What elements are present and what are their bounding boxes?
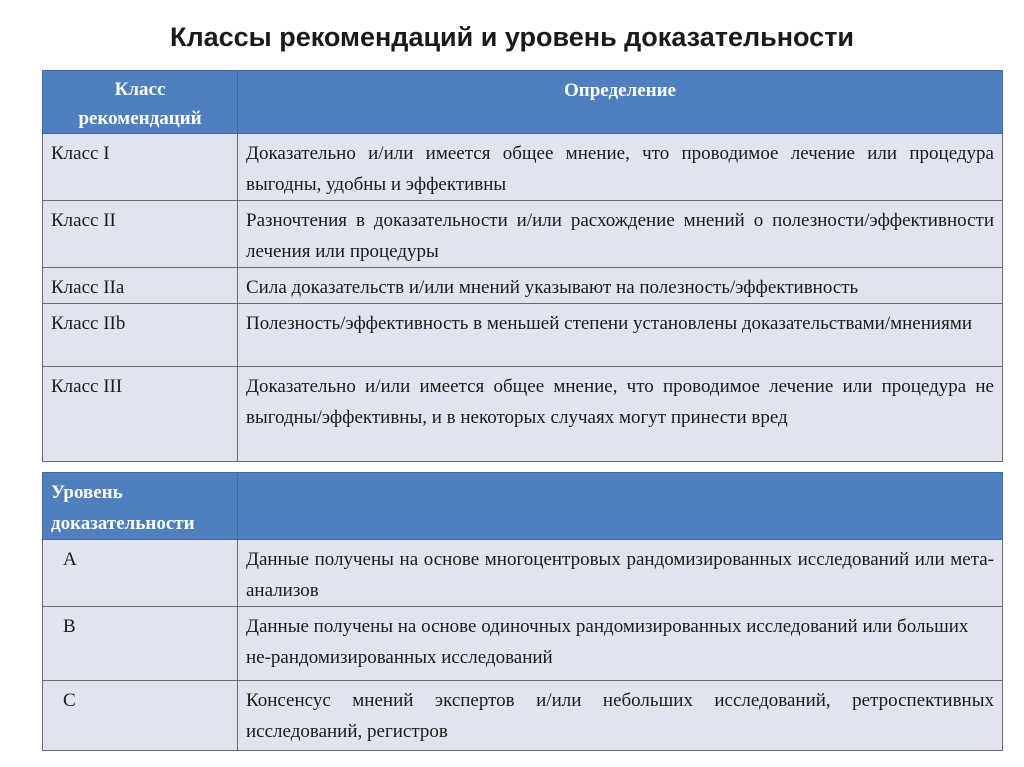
table-row <box>43 540 1003 607</box>
level-definition: Данные получены на основе одиночных рандомизированных исследований или больших не-рандомизированных исследований <box>238 607 1003 681</box>
level-label: C <box>43 681 238 751</box>
header-class: Класс рекомендаций <box>43 71 238 134</box>
header-definition: Определение <box>238 71 1003 134</box>
table-header-row <box>43 473 1003 540</box>
table-row <box>43 134 1003 201</box>
class-definition: Доказательно и/или имеется общее мнение, что проводимое лечение или процедура не выгодны/эффективны, и в некоторых случаях могут принести вред <box>238 367 1003 462</box>
class-definition: Полезность/эффективность в меньшей степени установлены доказательствами/мнениями <box>238 304 1003 367</box>
class-label: Класс IIb <box>43 304 238 367</box>
recommendation-classes-table <box>42 70 1003 462</box>
level-definition: Данные получены на основе многоцентровых рандомизированных исследований или мета-анализов <box>238 540 1003 607</box>
class-label: Класс II <box>43 201 238 268</box>
level-label: B <box>43 607 238 681</box>
table-header-row <box>43 71 1003 134</box>
class-label: Класс III <box>43 367 238 462</box>
table-row <box>43 268 1003 304</box>
level-definition: Консенсус мнений экспертов и/или небольших исследований, ретроспективных исследований, регистров <box>238 681 1003 751</box>
table-row <box>43 201 1003 268</box>
level-label: A <box>43 540 238 607</box>
page-title: Классы рекомендаций и уровень доказательности <box>169 22 855 52</box>
class-label: Класс I <box>43 134 238 201</box>
class-definition: Доказательно и/или имеется общее мнение, что проводимое лечение или процедура выгодны, удобны и эффективны <box>238 134 1003 201</box>
evidence-levels-table <box>42 472 1003 751</box>
header-evidence-level: Уровень доказательности <box>43 473 238 540</box>
header-empty <box>238 473 1003 540</box>
table-row <box>43 367 1003 462</box>
class-definition: Разночтения в доказательности и/или расхождение мнений о полезности/эффективности лечения или процедуры <box>238 201 1003 268</box>
table-row <box>43 681 1003 751</box>
table-row <box>43 304 1003 367</box>
table-row <box>43 607 1003 681</box>
class-label: Класс IIa <box>43 268 238 304</box>
class-definition: Сила доказательств и/или мнений указывают на полезность/эффективность <box>238 268 1003 304</box>
